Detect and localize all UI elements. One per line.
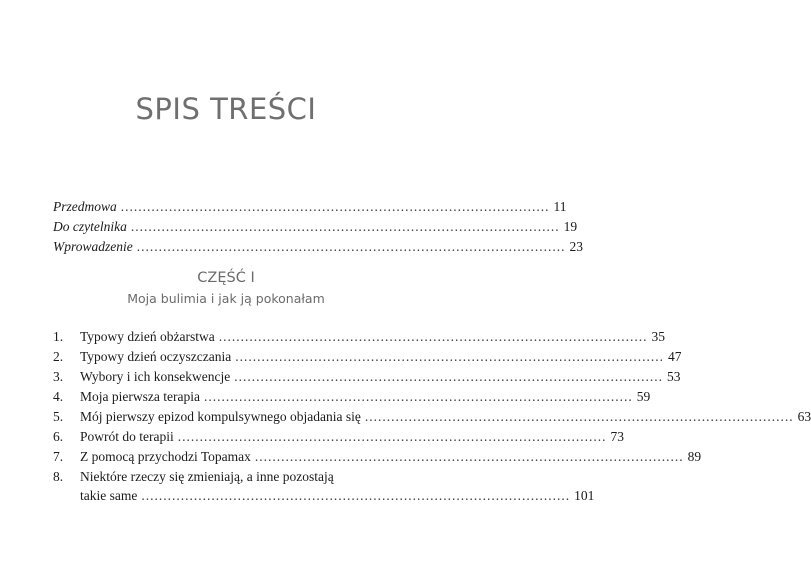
leader-dots: .................................................................................................. xyxy=(130,219,560,234)
toc-entry-page: 89 xyxy=(687,449,702,464)
leader-dots: .................................................................................................. xyxy=(254,449,684,464)
toc-entry-chapter-2 xyxy=(53,348,682,366)
toc-entry-chapter-1 xyxy=(53,328,666,346)
toc-entry-label: Z pomocą przychodzi Topamax xyxy=(80,449,251,464)
chapter-number: 3. xyxy=(53,369,64,384)
toc-entry-front-2 xyxy=(53,218,578,236)
toc-entry-chapter-6 xyxy=(53,428,624,446)
chapter-number: 6. xyxy=(53,429,64,444)
leader-dots: .................................................................................................. xyxy=(141,488,571,503)
toc-entry-chapter-4 xyxy=(53,388,651,406)
chapter-number: 5. xyxy=(53,409,64,424)
toc-entry-page: 101 xyxy=(574,488,595,503)
toc-entry-chapter-8-line2 xyxy=(53,487,595,505)
toc-entry-page: 23 xyxy=(569,239,583,254)
leader-dots: .................................................................................................. xyxy=(177,429,607,444)
toc-entry-page: 47 xyxy=(668,349,682,364)
toc-entry-page: 63 xyxy=(797,409,811,424)
leader-dots: .................................................................................................. xyxy=(235,349,664,364)
leader-dots: .................................................................................................. xyxy=(218,329,648,344)
toc-entry-label: Niektóre rzeczy się zmieniają, a inne pozostają xyxy=(80,469,334,484)
toc-entry-page: 11 xyxy=(553,199,567,214)
toc-entry-chapter-7 xyxy=(53,448,702,466)
toc-entry-page: 53 xyxy=(667,369,681,384)
leader-dots: .................................................................................................. xyxy=(203,389,633,404)
toc-entry-page: 73 xyxy=(610,429,624,444)
part-title: CZĘŚĆ I xyxy=(197,270,255,286)
toc-entry-chapter-8-line1 xyxy=(53,468,403,486)
toc-entry-label: Przedmowa xyxy=(53,199,117,214)
part-subtitle: Moja bulimia i jak ją pokonałam xyxy=(127,291,325,306)
toc-entry-label: Mój pierwszy epizod kompulsywnego objadania się xyxy=(80,409,361,424)
toc-entry-page: 59 xyxy=(636,389,651,404)
toc-entry-label: Typowy dzień oczyszczania xyxy=(80,349,232,364)
chapter-number: 7. xyxy=(53,449,64,464)
chapter-number: 2. xyxy=(53,349,64,364)
toc-entry-page: 19 xyxy=(563,219,578,234)
toc-entry-label: Typowy dzień obżarstwa xyxy=(80,329,215,344)
toc-entry-chapter-5 xyxy=(53,408,811,426)
chapter-number: 8. xyxy=(53,469,64,484)
toc-entry-page: 35 xyxy=(651,329,666,344)
toc-entry-label: Powrót do terapii xyxy=(80,429,174,444)
toc-entry-label: Moja pierwsza terapia xyxy=(80,389,200,404)
chapter-number: 4. xyxy=(53,389,64,404)
leader-dots: .................................................................................................. xyxy=(120,199,550,214)
toc-entry-front-1 xyxy=(53,198,567,216)
page-title: SPIS TREŚCI xyxy=(135,92,317,126)
toc-entry-label: Wprowadzenie xyxy=(53,239,133,254)
toc-entry-label: Do czytelnika xyxy=(53,219,127,234)
leader-dots: .................................................................................................. xyxy=(136,239,566,254)
toc-entry-label: takie same xyxy=(80,488,138,503)
chapter-number: 1. xyxy=(53,329,64,344)
leader-dots: .................................................................................................. xyxy=(234,369,664,384)
leader-dots: .................................................................................................. xyxy=(364,409,794,424)
toc-entry-label: Wybory i ich konsekwencje xyxy=(80,369,231,384)
toc-entry-front-3 xyxy=(53,238,583,256)
toc-entry-chapter-3 xyxy=(53,368,681,386)
